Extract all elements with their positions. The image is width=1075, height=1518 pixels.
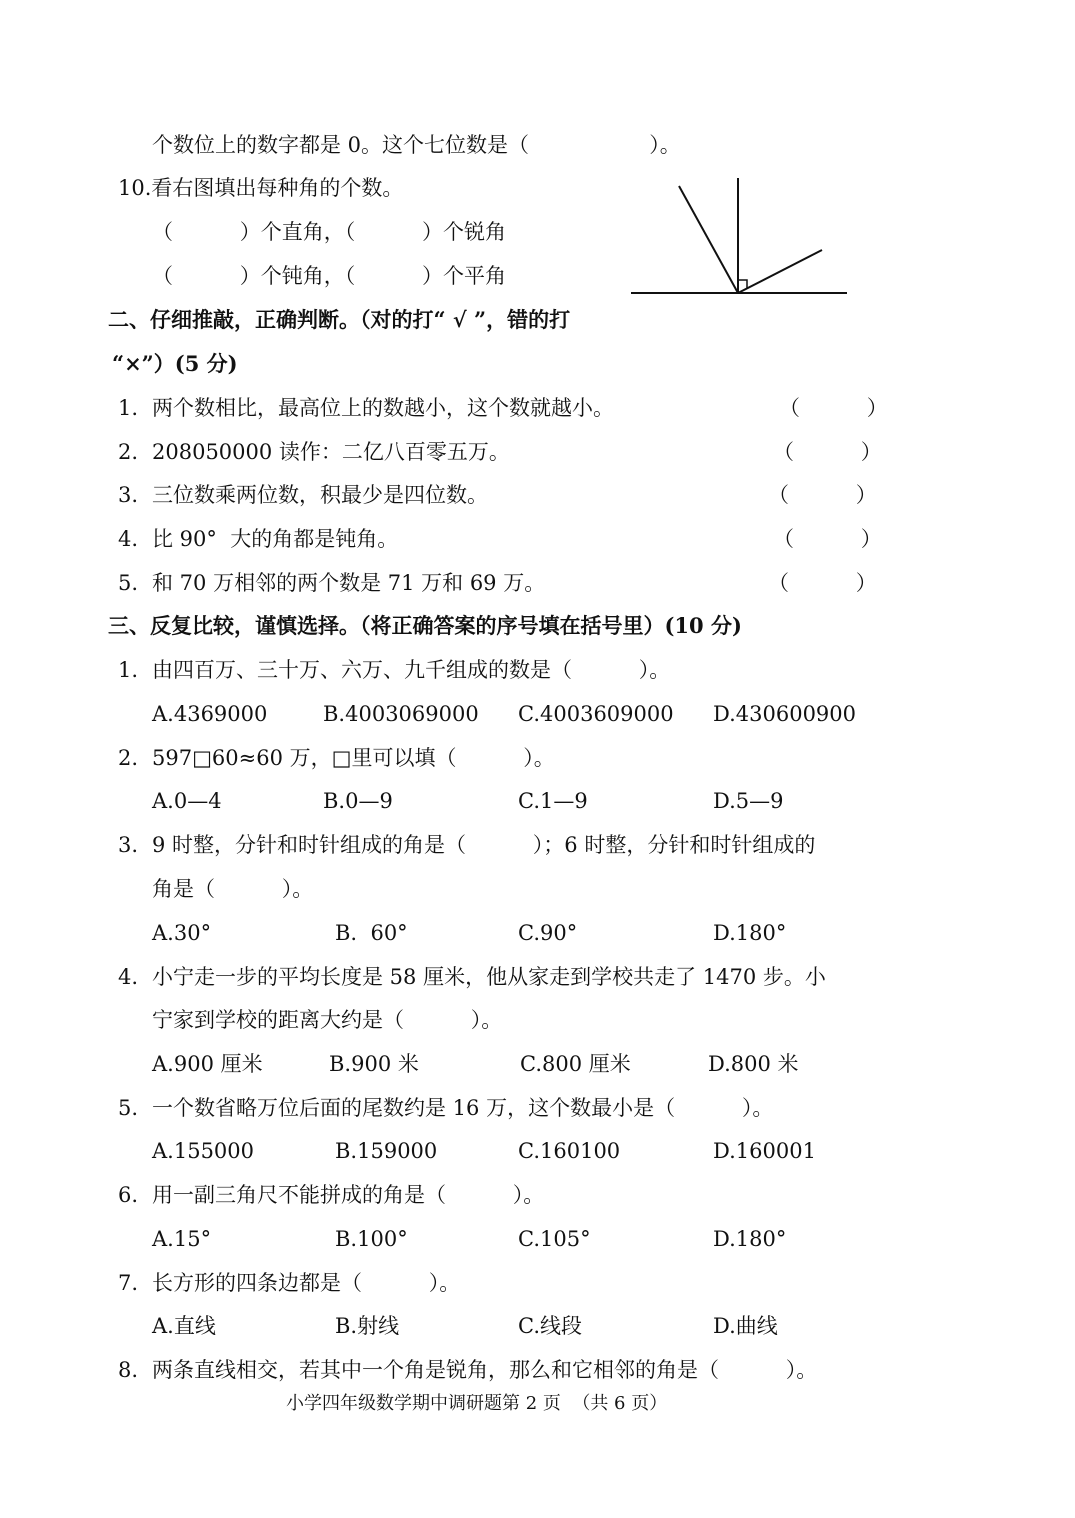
s2-item4-number: 4. [118,527,139,551]
s3-q2-number: 2. [118,746,139,770]
q10-line2: （ ）个钝角，（ ）个平角 [152,264,507,288]
s3-q7-option-c[interactable]: C.线段 [518,1314,582,1338]
s3-q5-number: 5. [118,1096,139,1120]
s2-item5-number: 5. [118,571,139,595]
s3-q4-option-a[interactable]: A.900 厘米 [152,1052,263,1076]
s3-q2-text: 597□60≈60 万，□里可以填（ ）。 [152,746,555,770]
s2-item4-text: 比 90° 大的角都是钝角。 [152,527,399,551]
s2-item2-number: 2. [118,440,139,464]
s2-item5-text: 和 70 万相邻的两个数是 71 万和 69 万。 [152,571,546,595]
s2-item2-text: 208050000 读作：二亿八百零五万。 [152,440,510,464]
angle-left-ray [679,186,738,293]
section3-heading: 三、反复比较，谨慎选择。（将正确答案的序号填在括号里）(10 分) [108,613,742,638]
s3-q7-option-d[interactable]: D.曲线 [713,1314,778,1338]
s3-q4-text-line2: 宁家到学校的距离大约是（ ）。 [152,1008,503,1032]
s3-q6-option-b[interactable]: B.100° [335,1227,408,1251]
s3-q1-option-a[interactable]: A.4369000 [152,702,268,726]
s3-q4-option-b[interactable]: B.900 米 [329,1052,419,1076]
s3-q2-option-b[interactable]: B.0—9 [323,789,393,813]
angle-right-ray [738,250,822,293]
s3-q8-text: 两条直线相交，若其中一个角是锐角，那么和它相邻的角是（ ）。 [152,1358,818,1382]
q9-continuation: 个数位上的数字都是 0。这个七位数是（ ）。 [152,133,681,157]
page-footer: 小学四年级数学期中调研题第 2 页 （共 6 页） [286,1393,668,1414]
q10-line1: （ ）个直角，（ ）个锐角 [152,220,507,244]
s3-q6-option-d[interactable]: D.180° [713,1227,787,1251]
s3-q1-text: 由四百万、三十万、六万、九千组成的数是（ ）。 [152,658,671,682]
s3-q3-number: 3. [118,833,139,857]
s3-q5-option-c[interactable]: C.160100 [518,1139,621,1163]
s3-q6-option-c[interactable]: C.105° [518,1227,591,1251]
s3-q6-number: 6. [118,1183,139,1207]
s2-item2-answer-paren[interactable]: （ ） [773,440,882,464]
s3-q4-text: 小宁走一步的平均长度是 58 厘米，他从家走到学校共走了 1470 步。小 [152,965,826,989]
s3-q7-number: 7. [118,1271,139,1295]
s3-q5-option-b[interactable]: B.159000 [335,1139,438,1163]
s2-item1-text: 两个数相比，最高位上的数越小，这个数就越小。 [152,396,614,420]
s3-q3-option-c[interactable]: C.90° [518,921,578,945]
s2-item1-answer-paren[interactable]: （ ） [779,396,888,420]
s3-q3-option-a[interactable]: A.30° [152,921,212,945]
s3-q5-text: 一个数省略万位后面的尾数约是 16 万，这个数最小是（ ）。 [152,1096,774,1120]
s3-q4-option-d[interactable]: D.800 米 [708,1052,799,1076]
s3-q6-text: 用一副三角尺不能拼成的角是（ ）。 [152,1183,545,1207]
right-angle-mark [738,280,747,289]
s3-q1-option-d[interactable]: D.430600900 [713,702,857,726]
s3-q5-option-a[interactable]: A.155000 [152,1139,255,1163]
s3-q2-option-c[interactable]: C.1—9 [518,789,588,813]
angle-figure [625,170,855,300]
s2-item3-number: 3. [118,483,139,507]
s3-q4-option-c[interactable]: C.800 厘米 [520,1052,631,1076]
s3-q3-option-d[interactable]: D.180° [713,921,787,945]
s2-item3-text: 三位数乘两位数，积最少是四位数。 [152,483,488,507]
s2-item3-answer-paren[interactable]: （ ） [768,483,877,507]
s2-item1-number: 1. [118,396,139,420]
s3-q3-text: 9 时整，分针和时针组成的角是（ ）；6 时整，分针和时针组成的 [152,833,816,857]
s3-q7-text: 长方形的四条边都是（ ）。 [152,1271,461,1295]
s2-item5-answer-paren[interactable]: （ ） [768,571,877,595]
s2-item4-answer-paren[interactable]: （ ） [773,527,882,551]
q10-label: 10.看右图填出每种角的个数。 [118,176,404,200]
s3-q3-text-line2: 角是（ ）。 [152,877,314,901]
s3-q2-option-d[interactable]: D.5—9 [713,789,784,813]
s3-q4-number: 4. [118,965,139,989]
s3-q7-option-b[interactable]: B.射线 [335,1314,400,1338]
s3-q5-option-d[interactable]: D.160001 [713,1139,816,1163]
s3-q6-option-a[interactable]: A.15° [152,1227,212,1251]
s3-q1-number: 1. [118,658,139,682]
s3-q1-option-b[interactable]: B.4003069000 [323,702,479,726]
section2-heading-line1: 二、仔细推敲，正确判断。（对的打“ √ ”，错的打 [108,307,571,332]
s3-q2-option-a[interactable]: A.0—4 [152,789,222,813]
s3-q1-option-c[interactable]: C.4003609000 [518,702,674,726]
section2-heading-line2: “×”）(5 分) [112,351,238,376]
s3-q7-option-a[interactable]: A.直线 [152,1314,216,1338]
s3-q8-number: 8. [118,1358,139,1382]
s3-q3-option-b[interactable]: B. 60° [335,921,408,945]
